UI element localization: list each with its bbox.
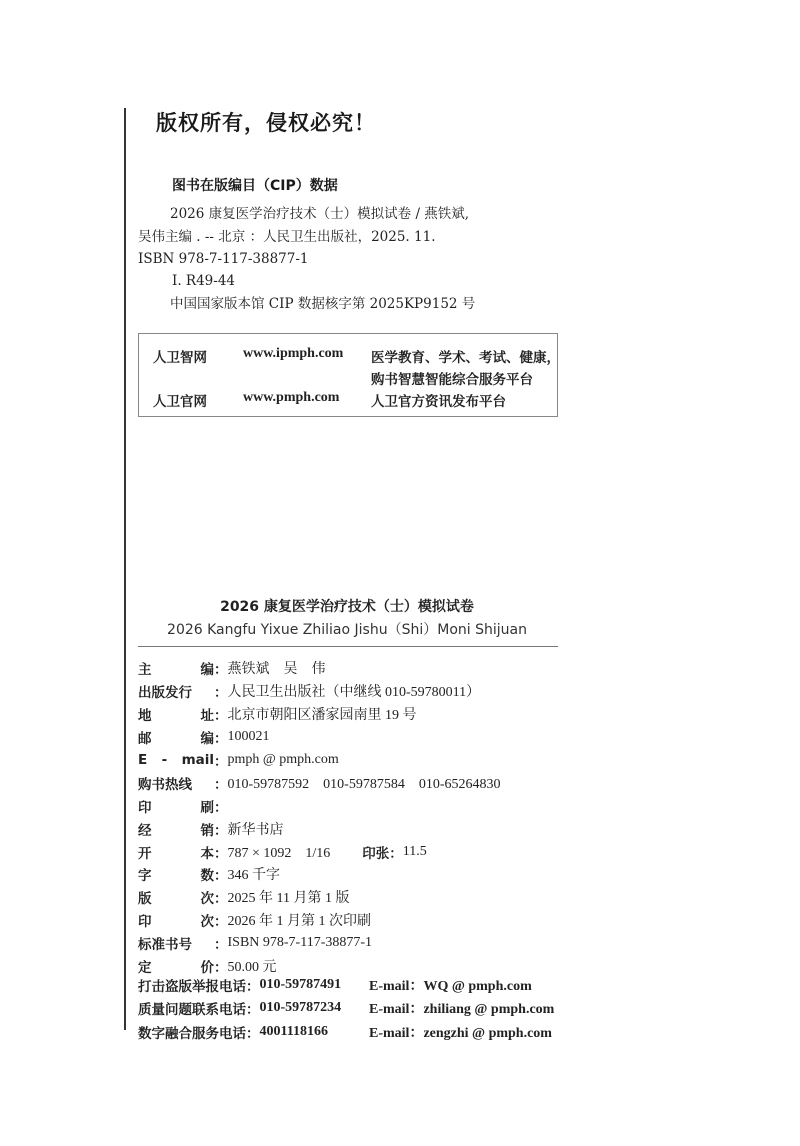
hotline-block [138, 973, 555, 1044]
website-desc: 购书智慧智能综合服务平台 [371, 372, 533, 388]
info-row [138, 932, 501, 955]
info-colon: ： [214, 937, 228, 954]
info-label-part: 定 [138, 960, 152, 977]
info-colon: ： [214, 662, 228, 679]
info-extra-label: 印张： [362, 845, 403, 862]
website-row [153, 390, 553, 410]
info-label-part: 址 [200, 708, 214, 725]
hotline-email: E-mail：zhiliang @ pmph.com [369, 1002, 555, 1018]
info-label-part: 标准书号 [138, 937, 192, 954]
info-label [138, 752, 214, 768]
hotline-row [138, 1020, 552, 1044]
website-url[interactable]: www.ipmph.com [243, 346, 344, 361]
info-label [138, 819, 214, 839]
info-label-part: 本 [200, 845, 214, 862]
info-colon: ： [214, 685, 228, 702]
info-value: 2025 年 11 月第 1 版 [227, 891, 350, 907]
info-colon: ： [214, 708, 228, 725]
info-label-part: 销 [200, 822, 214, 839]
hotline-row [138, 973, 532, 997]
info-label-part: 版 [138, 891, 152, 908]
info-label [138, 727, 214, 747]
info-label-part: 开 [138, 845, 152, 862]
cip-line: ISBN 978-7-117-38877-1 [138, 251, 309, 267]
info-row [138, 794, 501, 817]
info-row [138, 680, 501, 703]
info-row [138, 886, 501, 909]
hotline-row [138, 997, 555, 1021]
info-row [138, 771, 501, 794]
info-row [138, 726, 501, 749]
info-label-part: 地 [138, 708, 152, 725]
info-label-part: 次 [200, 891, 214, 908]
info-extra-value: 11.5 [402, 843, 427, 859]
hotline-label: 质量问题联系电话： [138, 1002, 260, 1019]
info-colon: ： [214, 731, 228, 748]
info-label-part: 印 [138, 799, 152, 816]
info-label-part: 编 [200, 662, 214, 679]
website-row [153, 368, 553, 388]
info-label-part: 价 [200, 960, 214, 977]
hotline-email: E-mail：WQ @ pmph.com [369, 978, 532, 994]
divider [138, 646, 558, 647]
info-label [138, 658, 214, 678]
info-value: 人民卫生出版社（中继线 010-59780011） [227, 685, 481, 701]
info-row [138, 703, 501, 726]
info-colon: ： [214, 960, 228, 977]
info-value: 010-59787592 010-59787584 010-65264830 [227, 776, 501, 792]
info-label-part: 主 [138, 662, 152, 679]
cip-heading: 图书在版编目（CIP）数据 [172, 178, 338, 194]
cip-line: 吴伟主编 . -- 北京 ：人民卫生出版社，2025. 11. [138, 229, 436, 245]
info-row [138, 657, 501, 680]
info-label-part: 购书热线 [138, 776, 192, 793]
info-label-part: - [161, 752, 168, 768]
info-label [138, 864, 214, 884]
imprint-info [138, 657, 501, 977]
info-label [138, 773, 214, 793]
info-colon: ： [214, 891, 228, 908]
info-label [138, 910, 214, 930]
info-label-part: 字 [138, 868, 152, 885]
cip-line: Ⅰ. R49-44 [172, 273, 235, 289]
hotline-phone: 4001118166 [259, 1023, 328, 1039]
info-row [138, 749, 501, 772]
info-label-part: 出版发行 [138, 685, 192, 702]
info-label [138, 842, 214, 862]
hotline-label: 数字融合服务电话： [138, 1025, 260, 1042]
info-label-part: 刷 [200, 799, 214, 816]
info-label-part: 次 [200, 914, 214, 931]
info-row [138, 817, 501, 840]
info-colon: ： [214, 799, 228, 816]
info-label [138, 681, 214, 701]
info-value: 346 千字 [227, 868, 280, 884]
book-title-cn: 2026 康复医学治疗技术（士）模拟试卷 [220, 599, 474, 615]
info-value: 燕铁斌 吴 伟 [227, 662, 326, 678]
hotline-phone: 010-59787491 [259, 976, 342, 992]
info-value: 新华书店 [227, 822, 284, 838]
info-label [138, 887, 214, 907]
website-name: 人卫官网 [153, 394, 207, 410]
info-colon: ： [214, 845, 228, 862]
copyright-notice: 版权所有，侵权必究！ [156, 111, 376, 135]
cip-line: 2026 康复医学治疗技术（士）模拟试卷 / 燕铁斌, [170, 206, 470, 222]
website-box [138, 333, 558, 417]
info-value: 100021 [227, 729, 270, 745]
info-colon: ： [214, 754, 228, 770]
book-title-en: 2026 Kangfu Yixue Zhiliao Jishu（Shi）Moni Shijuan [167, 622, 527, 638]
info-label-part: 印 [138, 914, 152, 931]
info-label [138, 933, 214, 953]
website-name: 人卫智网 [153, 350, 207, 366]
info-colon: ： [214, 776, 228, 793]
info-label [138, 704, 214, 724]
info-row [138, 909, 501, 932]
cip-line: 中国国家版本馆 CIP 数据核字第 2025KP9152 号 [170, 296, 476, 312]
info-label-part: mail [181, 752, 214, 768]
website-url[interactable]: www.pmph.com [243, 390, 340, 405]
info-value: 50.00 元 [227, 960, 277, 976]
info-label [138, 796, 214, 816]
info-colon: ： [214, 914, 228, 931]
info-colon: ： [214, 822, 228, 839]
website-row [153, 346, 560, 366]
info-value: pmph @ pmph.com [227, 752, 339, 767]
info-label-part: E [138, 752, 148, 768]
info-label-part: 邮 [138, 731, 152, 748]
website-desc: 医学教育、学术、考试、健康， [371, 350, 560, 366]
hotline-email: E-mail：zengzhi @ pmph.com [369, 1025, 552, 1041]
info-colon: ： [214, 868, 228, 885]
info-row [138, 863, 501, 886]
info-value: 2026 年 1 月第 1 次印刷 [227, 914, 371, 930]
margin-rule [124, 108, 126, 1030]
info-label-part: 经 [138, 822, 152, 839]
website-desc: 人卫官方资讯发布平台 [371, 394, 506, 410]
info-value: 北京市朝阳区潘家园南里 19 号 [227, 708, 417, 724]
info-value: ISBN 978-7-117-38877-1 [227, 935, 373, 951]
info-value: 787 × 1092 1/16 [227, 845, 331, 861]
hotline-phone: 010-59787234 [259, 1000, 342, 1016]
info-row [138, 840, 501, 863]
info-label-part: 编 [200, 731, 214, 748]
hotline-label: 打击盗版举报电话： [138, 978, 260, 995]
info-label-part: 数 [200, 868, 214, 885]
